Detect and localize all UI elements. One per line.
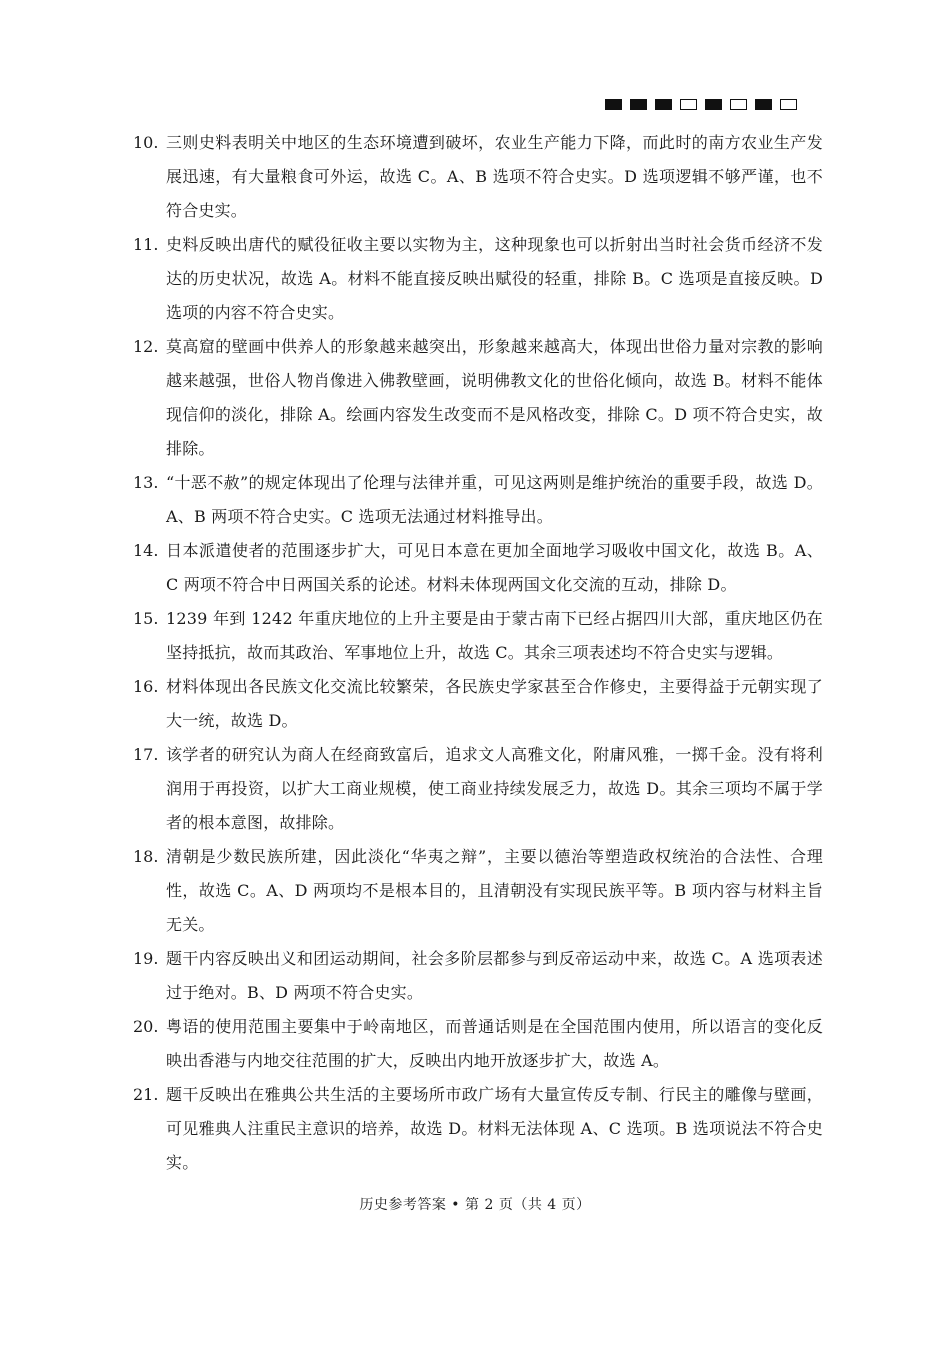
answer-list	[133, 126, 823, 1180]
answer-item	[133, 670, 823, 738]
answer-text: “十恶不赦”的规定体现出了伦理与法律并重，可见这两则是维护统治的重要手段，故选 D。A、B 两项不符合史实。C 选项无法通过材料推导出。	[166, 473, 823, 526]
answer-text: 该学者的研究认为商人在经商致富后，追求文人高雅文化，附庸风雅，一掷千金。没有将利润用于再投资，以扩大工商业规模，使工商业持续发展乏力，故选 D。其余三项均不属于学者的根本意图，故排除。	[166, 745, 823, 832]
answer-number: 18.	[133, 847, 159, 866]
header-marks	[605, 99, 797, 110]
header-mark	[655, 99, 672, 110]
answer-number: 19.	[133, 949, 159, 968]
page-footer: 历史参考答案 • 第 2 页（共 4 页）	[359, 1197, 591, 1213]
header-mark	[630, 99, 647, 110]
header-mark	[755, 99, 772, 110]
answer-item	[133, 942, 823, 1010]
answer-item	[133, 1010, 823, 1078]
answer-text: 题干反映出在雅典公共生活的主要场所市政广场有大量宣传反专制、行民主的雕像与壁画，可见雅典人注重民主意识的培养，故选 D。材料无法体现 A、C 选项。B 选项说法不符合史实。	[166, 1085, 823, 1172]
answer-number: 15.	[133, 609, 159, 628]
answer-number: 12.	[133, 337, 159, 356]
answer-item	[133, 1078, 823, 1180]
answer-text: 粤语的使用范围主要集中于岭南地区，而普通话则是在全国范围内使用，所以语言的变化反映出香港与内地交往范围的扩大，反映出内地开放逐步扩大，故选 A。	[166, 1017, 823, 1070]
answer-number: 20.	[133, 1017, 159, 1036]
answer-number: 14.	[133, 541, 159, 560]
answer-text: 清朝是少数民族所建，因此淡化“华夷之辩”，主要以德治等塑造政权统治的合法性、合理性，故选 C。A、D 两项均不是根本目的，且清朝没有实现民族平等。B 项内容与材料主旨无关。	[166, 847, 823, 934]
header-mark	[605, 99, 622, 110]
answer-item	[133, 602, 823, 670]
answer-text: 莫高窟的壁画中供养人的形象越来越突出，形象越来越高大，体现出世俗力量对宗教的影响越来越强，世俗人物肖像进入佛教壁画，说明佛教文化的世俗化倾向，故选 B。材料不能体现信仰的淡化，排除 A。绘画内容发生改变而不是风格改变，排除 C。D 项不符合史实，故排除。	[166, 337, 823, 458]
answer-text: 日本派遣使者的范围逐步扩大，可见日本意在更加全面地学习吸收中国文化，故选 B。A、C 两项不符合中日两国关系的论述。材料未体现两国文化交流的互动，排除 D。	[166, 541, 823, 594]
answer-item	[133, 466, 823, 534]
answer-text: 史料反映出唐代的赋役征收主要以实物为主，这种现象也可以折射出当时社会货币经济不发达的历史状况，故选 A。材料不能直接反映出赋役的轻重，排除 B。C 选项是直接反映。D 选项的内容不符合史实。	[166, 235, 823, 322]
header-mark	[730, 99, 747, 110]
answer-text: 材料体现出各民族文化交流比较繁荣，各民族史学家甚至合作修史，主要得益于元朝实现了大一统，故选 D。	[166, 677, 823, 730]
answer-item	[133, 228, 823, 330]
answer-number: 10.	[133, 133, 159, 152]
answer-item	[133, 738, 823, 840]
answer-number: 21.	[133, 1085, 159, 1104]
header-mark	[705, 99, 722, 110]
answer-item	[133, 330, 823, 466]
answer-item	[133, 534, 823, 602]
answer-text: 三则史料表明关中地区的生态环境遭到破坏，农业生产能力下降，而此时的南方农业生产发展迅速，有大量粮食可外运，故选 C。A、B 选项不符合史实。D 选项逻辑不够严谨，也不符合史实。	[166, 133, 823, 220]
answer-number: 16.	[133, 677, 159, 696]
answer-item	[133, 840, 823, 942]
answer-number: 17.	[133, 745, 159, 764]
answer-number: 13.	[133, 473, 159, 492]
answer-text: 题干内容反映出义和团运动期间，社会多阶层都参与到反帝运动中来，故选 C。A 选项表述过于绝对。B、D 两项不符合史实。	[166, 949, 823, 1002]
answer-number: 11.	[133, 235, 159, 254]
header-mark	[680, 99, 697, 110]
answer-text: 1239 年到 1242 年重庆地位的上升主要是由于蒙古南下已经占据四川大部，重庆地区仍在坚持抵抗，故而其政治、军事地位上升，故选 C。其余三项表述均不符合史实与逻辑。	[166, 609, 823, 662]
header-mark	[780, 99, 797, 110]
answer-item	[133, 126, 823, 228]
